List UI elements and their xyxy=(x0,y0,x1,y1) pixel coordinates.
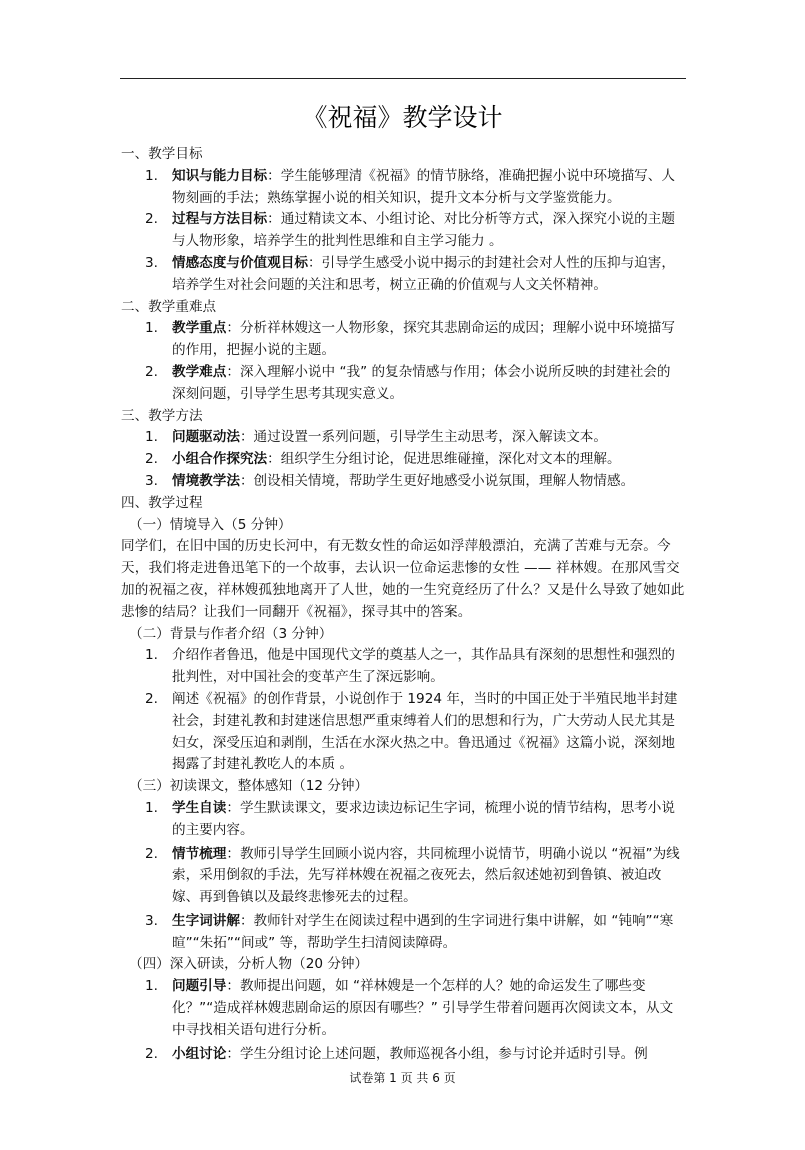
item-number: 1. xyxy=(145,647,158,664)
list-item xyxy=(121,362,687,406)
subsection-heading: （四）深入研读，分析人物（20 分钟） xyxy=(129,956,369,973)
section-heading: 三、教学方法 xyxy=(121,407,203,424)
item-number: 1. xyxy=(145,799,158,816)
item-number: 2. xyxy=(145,845,158,862)
item-text xyxy=(172,209,687,253)
item-number: 1. xyxy=(145,167,158,184)
item-description: 介绍作者鲁迅，他是中国现代文学的奠基人之一，其作品具有深刻的思想性和强烈的批判性，对中国社会的变革产生了深远影响。 xyxy=(172,647,675,686)
item-number: 2. xyxy=(145,451,158,468)
subsection-heading: （一）情境导入（5 分钟） xyxy=(129,516,292,533)
item-label: 问题引导 xyxy=(172,978,227,995)
item-description: ：通过设置一系列问题，引导学生主动思考，深入解读文本。 xyxy=(239,429,607,446)
item-number: 2. xyxy=(145,363,158,380)
list-item xyxy=(121,209,687,253)
item-label: 情感态度与价值观目标 xyxy=(172,254,308,271)
list-item xyxy=(121,1044,687,1066)
item-text xyxy=(172,362,687,406)
list-item xyxy=(121,844,687,909)
item-number: 1. xyxy=(145,429,158,446)
item-description: ：教师针对学生在阅读过程中遇到的生字词进行集中讲解，如 “钝响”“寒暄”“朱拓”“间或” 等，帮助学生扫清阅读障碍。 xyxy=(172,912,674,951)
page-footer: 试卷第 1 页 共 6 页 xyxy=(349,1071,456,1085)
item-label: 问题驱动法 xyxy=(172,429,240,446)
list-item xyxy=(121,911,687,955)
page-title: 《祝福》教学设计 xyxy=(302,103,503,132)
item-number: 3. xyxy=(145,254,158,271)
item-label: 知识与能力目标 xyxy=(172,167,268,184)
list-item xyxy=(121,427,687,449)
list-item xyxy=(121,318,687,362)
list-item xyxy=(121,645,687,689)
item-text xyxy=(172,844,687,909)
item-label: 过程与方法目标 xyxy=(172,211,268,228)
item-label: 小组讨论 xyxy=(172,1045,227,1062)
item-label: 教学难点 xyxy=(172,363,227,380)
list-item xyxy=(121,976,687,1041)
item-description: ：分析祥林嫂这一人物形象，探究其悲剧命运的成因；理解小说中环境描写的作用，把握小说的主题。 xyxy=(172,320,675,359)
item-text xyxy=(172,976,687,1041)
item-description: ：学生默读课文，要求边读边标记生字词，梳理小说的情节结构，思考小说的主要内容。 xyxy=(172,799,675,838)
item-description: ：教师引导学生回顾小说内容，共同梳理小说情节，明确小说以 “祝福”为线索，采用倒叙的手法，先写祥林嫂在祝福之夜死去，然后叙述她初到鲁镇、被迫改嫁、再到鲁镇以及最终悲惨死去的过程。 xyxy=(172,845,680,906)
item-label: 小组合作探究法 xyxy=(172,451,268,468)
item-label: 学生自读 xyxy=(172,799,227,816)
item-description: ：组织学生分组讨论，促进思维碰撞，深化对文本的理解。 xyxy=(267,451,621,468)
section-heading: 四、教学过程 xyxy=(121,494,203,511)
item-text xyxy=(172,911,687,955)
item-label: 生字词讲解 xyxy=(172,912,240,929)
item-text xyxy=(172,253,687,297)
item-text xyxy=(172,318,687,362)
subsection-heading: （三）初读课文，整体感知（12 分钟） xyxy=(129,778,369,795)
document-body xyxy=(121,144,687,1065)
section-heading: 一、教学目标 xyxy=(121,146,203,162)
item-number: 2. xyxy=(145,690,158,707)
item-text xyxy=(172,471,687,493)
list-item xyxy=(121,253,687,297)
item-description: ：深入理解小说中 “我” 的复杂情感与作用；体会小说所反映的封建社会的深刻问题，引导学生思考其现实意义。 xyxy=(172,363,671,402)
item-description: ：教师提出问题，如 “祥林嫂是一个怎样的人？她的命运发生了哪些变化？”“造成祥林嫂悲剧命运的原因有哪些？” 引导学生带着问题再次阅读文本，从文中寻找相关语句进行分析。 xyxy=(172,978,674,1038)
item-text xyxy=(172,1044,687,1066)
item-number: 2. xyxy=(145,211,158,228)
item-text xyxy=(172,449,687,471)
item-label: 教学重点 xyxy=(172,320,227,337)
item-number: 3. xyxy=(145,912,158,929)
list-item xyxy=(121,689,687,776)
item-number: 2. xyxy=(145,1045,158,1062)
item-description: ：创设相关情境，帮助学生更好地感受小说氛围，理解人物情感。 xyxy=(239,472,635,489)
item-description: ：通过精读文本、小组讨论、对比分析等方式，深入探究小说的主题与人物形象，培养学生的批判性思维和自主学习能力 。 xyxy=(172,211,675,250)
item-number: 1. xyxy=(145,320,158,337)
item-description: ：学生分组讨论上述问题，教师巡视各小组，参与讨论并适时引导。例 xyxy=(226,1045,648,1062)
item-label: 情节梳理 xyxy=(172,845,227,862)
list-item xyxy=(121,166,687,210)
item-text xyxy=(172,166,687,210)
header-rule xyxy=(120,78,686,79)
item-number: 1. xyxy=(145,978,158,995)
list-item xyxy=(121,798,687,842)
item-label: 情境教学法 xyxy=(172,472,240,489)
section-heading: 二、教学重难点 xyxy=(121,298,217,315)
item-description: ：学生能够理清《祝福》的情节脉络，准确把握小说中环境描写、人物刻画的手法；熟练掌握小说的相关知识，提升文本分析与文学鉴赏能力。 xyxy=(172,167,675,206)
item-text xyxy=(172,798,687,842)
item-number: 3. xyxy=(145,472,158,489)
item-description: ：引导学生感受小说中揭示的封建社会对人性的压抑与迫害，培养学生对社会问题的关注和思考，树立正确的价值观与人文关怀精神。 xyxy=(172,254,675,293)
list-item xyxy=(121,471,687,493)
item-text xyxy=(172,427,687,449)
list-item xyxy=(121,449,687,471)
intro-paragraph: 同学们，在旧中国的历史长河中，有无数女性的命运如浮萍般漂泊，充满了苦难与无奈。今天，我们将走进鲁迅笔下的一个故事，去认识一位命运悲惨的女性 —— 祥林嫂。在那风雪交加的祝福之夜，祥林嫂孤独地离开了人世，她的一生究竟经历了什么？又是什么导致了她如此悲惨的结局？让我们一同翻开《祝福》，探寻其中的答案。 xyxy=(121,538,685,620)
subsection-heading: （二）背景与作者介绍（3 分钟） xyxy=(129,625,333,642)
item-description: 阐述《祝福》的创作背景，小说创作于 1924 年，当时的中国正处于半殖民地半封建社会，封建礼教和封建迷信思想严重束缚着人们的思想和行为，广大劳动人民尤其是妇女，深受压迫和剥削，生活在水深火热之中。鲁迅通过《祝福》这篇小说，深刻地揭露了封建礼教吃人的本质 。 xyxy=(172,690,678,773)
